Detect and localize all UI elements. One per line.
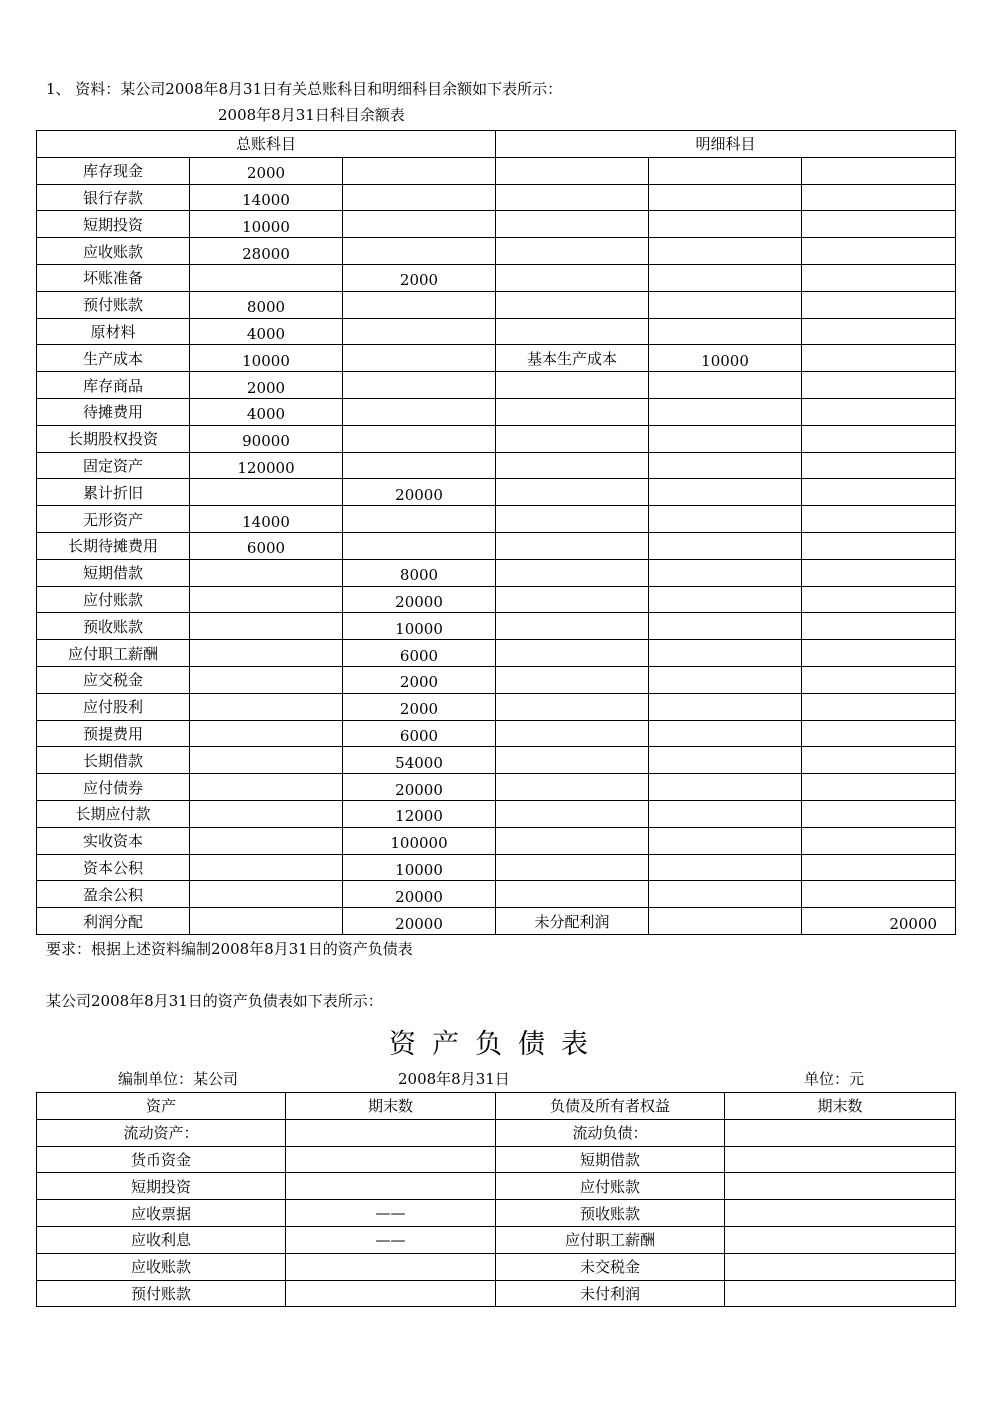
detail-debit <box>649 238 802 265</box>
general-debit <box>190 479 343 506</box>
table1-header-row <box>37 131 956 158</box>
general-debit <box>190 800 343 827</box>
general-credit: 2000 <box>343 666 496 693</box>
table-row <box>37 586 956 613</box>
liability-end-value <box>725 1226 956 1253</box>
detail-debit <box>649 211 802 238</box>
detail-account-name <box>496 479 649 506</box>
detail-account-name <box>496 532 649 559</box>
general-credit: 2000 <box>343 264 496 291</box>
detail-credit <box>802 479 956 506</box>
detail-credit <box>802 720 956 747</box>
detail-account-name: 未分配利润 <box>496 908 649 935</box>
general-debit: 14000 <box>190 184 343 211</box>
asset-item: 货币资金 <box>37 1146 286 1173</box>
detail-debit <box>649 157 802 184</box>
detail-debit <box>649 291 802 318</box>
general-credit <box>343 211 496 238</box>
detail-debit <box>649 666 802 693</box>
detail-debit <box>649 827 802 854</box>
account-name: 固定资产 <box>37 452 190 479</box>
general-debit: 4000 <box>190 398 343 425</box>
detail-credit <box>802 211 956 238</box>
liability-item: 未付利润 <box>496 1280 725 1307</box>
table-row <box>37 1200 956 1227</box>
table-row <box>37 532 956 559</box>
asset-item: 预付账款 <box>37 1280 286 1307</box>
detail-account-name <box>496 372 649 399</box>
detail-debit <box>649 908 802 935</box>
general-debit <box>190 881 343 908</box>
general-credit: 6000 <box>343 720 496 747</box>
table-row <box>37 800 956 827</box>
general-debit <box>190 666 343 693</box>
detail-debit: 10000 <box>649 345 802 372</box>
table-row <box>37 747 956 774</box>
account-name: 应付股利 <box>37 693 190 720</box>
detail-account-name <box>496 157 649 184</box>
detail-debit <box>649 693 802 720</box>
detail-credit <box>802 184 956 211</box>
table-row <box>37 452 956 479</box>
table-row <box>37 318 956 345</box>
detail-account-name <box>496 398 649 425</box>
detail-account-name <box>496 184 649 211</box>
general-debit <box>190 827 343 854</box>
account-name: 预收账款 <box>37 613 190 640</box>
detail-credit: 20000 <box>802 908 956 935</box>
header-liabilities-end-value: 期末数 <box>725 1093 956 1120</box>
detail-account-name <box>496 586 649 613</box>
account-name: 长期股权投资 <box>37 425 190 452</box>
currency-unit: 单位：元 <box>804 1070 865 1088</box>
detail-account-name <box>496 211 649 238</box>
liability-end-value <box>725 1253 956 1280</box>
general-debit: 2000 <box>190 372 343 399</box>
table1-caption: 2008年8月31日科目余额表 <box>218 106 405 124</box>
detail-debit <box>649 720 802 747</box>
asset-item: 应收账款 <box>37 1253 286 1280</box>
account-name: 库存现金 <box>37 157 190 184</box>
detail-debit <box>649 479 802 506</box>
general-credit <box>343 372 496 399</box>
detail-credit <box>802 157 956 184</box>
detail-account-name <box>496 827 649 854</box>
general-credit: 20000 <box>343 586 496 613</box>
account-name: 长期应付款 <box>37 800 190 827</box>
general-debit <box>190 559 343 586</box>
table-row <box>37 827 956 854</box>
asset-item: 应收利息 <box>37 1226 286 1253</box>
general-credit: 100000 <box>343 827 496 854</box>
account-name: 应交税金 <box>37 666 190 693</box>
asset-end-value <box>286 1173 496 1200</box>
intro2-text: 某公司2008年8月31日的资产负债表如下表所示： <box>46 992 383 1010</box>
table-row <box>37 479 956 506</box>
table-row <box>37 1173 956 1200</box>
account-name: 实收资本 <box>37 827 190 854</box>
general-debit <box>190 613 343 640</box>
detail-credit <box>802 666 956 693</box>
detail-debit <box>649 774 802 801</box>
account-name: 应付债券 <box>37 774 190 801</box>
liability-item: 未交税金 <box>496 1253 725 1280</box>
general-debit: 120000 <box>190 452 343 479</box>
general-credit: 6000 <box>343 640 496 667</box>
account-name: 原材料 <box>37 318 190 345</box>
asset-end-value <box>286 1119 496 1146</box>
detail-credit <box>802 532 956 559</box>
general-debit <box>190 640 343 667</box>
general-debit <box>190 586 343 613</box>
asset-end-value: —— <box>286 1200 496 1227</box>
general-debit: 14000 <box>190 506 343 533</box>
table-row <box>37 372 956 399</box>
liability-item: 应付职工薪酬 <box>496 1226 725 1253</box>
liability-item: 应付账款 <box>496 1173 725 1200</box>
detail-credit <box>802 318 956 345</box>
detail-credit <box>802 774 956 801</box>
general-credit <box>343 184 496 211</box>
table-row <box>37 291 956 318</box>
detail-credit <box>802 238 956 265</box>
table-row <box>37 398 956 425</box>
detail-account-name <box>496 425 649 452</box>
general-credit <box>343 238 496 265</box>
table-row <box>37 506 956 533</box>
table-row <box>37 720 956 747</box>
general-debit <box>190 720 343 747</box>
detail-credit <box>802 425 956 452</box>
account-name: 利润分配 <box>37 908 190 935</box>
detail-debit <box>649 559 802 586</box>
detail-credit <box>802 800 956 827</box>
table-row <box>37 559 956 586</box>
table-row <box>37 345 956 372</box>
general-credit <box>343 345 496 372</box>
table-row <box>37 1253 956 1280</box>
liability-item: 流动负债： <box>496 1119 725 1146</box>
liability-end-value <box>725 1146 956 1173</box>
detail-credit <box>802 398 956 425</box>
general-credit: 10000 <box>343 613 496 640</box>
account-name: 累计折旧 <box>37 479 190 506</box>
detail-debit <box>649 532 802 559</box>
detail-account-name <box>496 640 649 667</box>
detail-debit <box>649 800 802 827</box>
account-name: 资本公积 <box>37 854 190 881</box>
table-row <box>37 908 956 935</box>
general-debit: 8000 <box>190 291 343 318</box>
table-row <box>37 640 956 667</box>
detail-account-name <box>496 800 649 827</box>
account-name: 坏账准备 <box>37 264 190 291</box>
header-assets-end-value: 期末数 <box>286 1093 496 1120</box>
table-row <box>37 774 956 801</box>
general-credit: 20000 <box>343 479 496 506</box>
detail-debit <box>649 613 802 640</box>
detail-debit <box>649 854 802 881</box>
liability-end-value <box>725 1119 956 1146</box>
general-credit <box>343 506 496 533</box>
detail-account-name <box>496 747 649 774</box>
header-assets: 资产 <box>37 1093 286 1120</box>
detail-debit <box>649 506 802 533</box>
general-credit: 54000 <box>343 747 496 774</box>
asset-end-value <box>286 1146 496 1173</box>
detail-debit <box>649 881 802 908</box>
general-credit: 2000 <box>343 693 496 720</box>
general-debit <box>190 854 343 881</box>
detail-account-name <box>496 318 649 345</box>
table-row <box>37 666 956 693</box>
prepared-by: 编制单位：某公司 <box>118 1070 239 1088</box>
asset-item: 短期投资 <box>37 1173 286 1200</box>
detail-account-name <box>496 666 649 693</box>
liability-end-value <box>725 1280 956 1307</box>
account-name: 应付职工薪酬 <box>37 640 190 667</box>
asset-item: 流动资产： <box>37 1119 286 1146</box>
asset-item: 应收票据 <box>37 1200 286 1227</box>
general-debit: 2000 <box>190 157 343 184</box>
table-row <box>37 238 956 265</box>
asset-end-value <box>286 1280 496 1307</box>
table-row <box>37 264 956 291</box>
account-name: 长期借款 <box>37 747 190 774</box>
general-credit <box>343 318 496 345</box>
account-name: 应收账款 <box>37 238 190 265</box>
account-balance-table <box>36 130 956 935</box>
general-credit <box>343 452 496 479</box>
account-name: 银行存款 <box>37 184 190 211</box>
general-credit: 20000 <box>343 774 496 801</box>
detail-debit <box>649 398 802 425</box>
detail-account-name <box>496 720 649 747</box>
table-row <box>37 157 956 184</box>
detail-account-name: 基本生产成本 <box>496 345 649 372</box>
table-row <box>37 854 956 881</box>
general-credit: 20000 <box>343 908 496 935</box>
detail-debit <box>649 264 802 291</box>
asset-end-value <box>286 1253 496 1280</box>
account-name: 预提费用 <box>37 720 190 747</box>
liability-end-value <box>725 1200 956 1227</box>
general-debit <box>190 774 343 801</box>
detail-credit <box>802 747 956 774</box>
general-credit <box>343 398 496 425</box>
intro-text: 1、 资料：某公司2008年8月31日有关总账科目和明细科目余额如下表所示： <box>46 80 563 98</box>
asset-end-value: —— <box>286 1226 496 1253</box>
general-debit <box>190 264 343 291</box>
detail-credit <box>802 881 956 908</box>
detail-credit <box>802 613 956 640</box>
detail-credit <box>802 372 956 399</box>
detail-account-name <box>496 291 649 318</box>
detail-account-name <box>496 238 649 265</box>
detail-debit <box>649 586 802 613</box>
table-row <box>37 881 956 908</box>
detail-credit <box>802 291 956 318</box>
detail-credit <box>802 693 956 720</box>
detail-debit <box>649 372 802 399</box>
general-debit: 4000 <box>190 318 343 345</box>
general-debit: 90000 <box>190 425 343 452</box>
general-debit: 28000 <box>190 238 343 265</box>
table-row <box>37 1280 956 1307</box>
detail-account-name <box>496 881 649 908</box>
general-credit: 20000 <box>343 881 496 908</box>
general-debit: 6000 <box>190 532 343 559</box>
header-detail-accounts: 明细科目 <box>496 131 956 158</box>
table-row <box>37 211 956 238</box>
detail-debit <box>649 318 802 345</box>
general-credit <box>343 425 496 452</box>
detail-credit <box>802 854 956 881</box>
detail-credit <box>802 640 956 667</box>
table-row <box>37 184 956 211</box>
header-liabilities-equity: 负债及所有者权益 <box>496 1093 725 1120</box>
table-row <box>37 1146 956 1173</box>
detail-account-name <box>496 452 649 479</box>
detail-debit <box>649 747 802 774</box>
general-debit <box>190 747 343 774</box>
liability-item: 预收账款 <box>496 1200 725 1227</box>
general-credit <box>343 291 496 318</box>
account-name: 短期借款 <box>37 559 190 586</box>
detail-credit <box>802 586 956 613</box>
detail-account-name <box>496 693 649 720</box>
liability-end-value <box>725 1173 956 1200</box>
account-name: 库存商品 <box>37 372 190 399</box>
balance-sheet-title: 资产负债表 <box>389 1029 604 1060</box>
general-debit <box>190 693 343 720</box>
report-date: 2008年8月31日 <box>398 1070 510 1088</box>
table-row <box>37 1119 956 1146</box>
general-debit: 10000 <box>190 211 343 238</box>
account-name: 无形资产 <box>37 506 190 533</box>
account-name: 待摊费用 <box>37 398 190 425</box>
detail-account-name <box>496 506 649 533</box>
general-debit: 10000 <box>190 345 343 372</box>
detail-credit <box>802 452 956 479</box>
detail-debit <box>649 640 802 667</box>
table-row <box>37 425 956 452</box>
table2-header-row <box>37 1093 956 1120</box>
table-row <box>37 1226 956 1253</box>
detail-debit <box>649 425 802 452</box>
requirement-text: 要求：根据上述资料编制2008年8月31日的资产负债表 <box>46 940 413 958</box>
general-credit: 8000 <box>343 559 496 586</box>
general-credit: 12000 <box>343 800 496 827</box>
account-name: 盈余公积 <box>37 881 190 908</box>
detail-debit <box>649 452 802 479</box>
table-row <box>37 693 956 720</box>
account-name: 生产成本 <box>37 345 190 372</box>
detail-account-name <box>496 613 649 640</box>
detail-credit <box>802 264 956 291</box>
account-name: 短期投资 <box>37 211 190 238</box>
balance-sheet-table <box>36 1092 956 1307</box>
account-name: 应付账款 <box>37 586 190 613</box>
table-row <box>37 613 956 640</box>
account-name: 预付账款 <box>37 291 190 318</box>
general-credit <box>343 532 496 559</box>
detail-account-name <box>496 774 649 801</box>
detail-credit <box>802 559 956 586</box>
detail-credit <box>802 345 956 372</box>
header-general-ledger: 总账科目 <box>37 131 496 158</box>
general-credit <box>343 157 496 184</box>
account-name: 长期待摊费用 <box>37 532 190 559</box>
detail-credit <box>802 827 956 854</box>
general-credit: 10000 <box>343 854 496 881</box>
detail-debit <box>649 184 802 211</box>
detail-account-name <box>496 264 649 291</box>
liability-item: 短期借款 <box>496 1146 725 1173</box>
detail-credit <box>802 506 956 533</box>
detail-account-name <box>496 559 649 586</box>
detail-account-name <box>496 854 649 881</box>
general-debit <box>190 908 343 935</box>
